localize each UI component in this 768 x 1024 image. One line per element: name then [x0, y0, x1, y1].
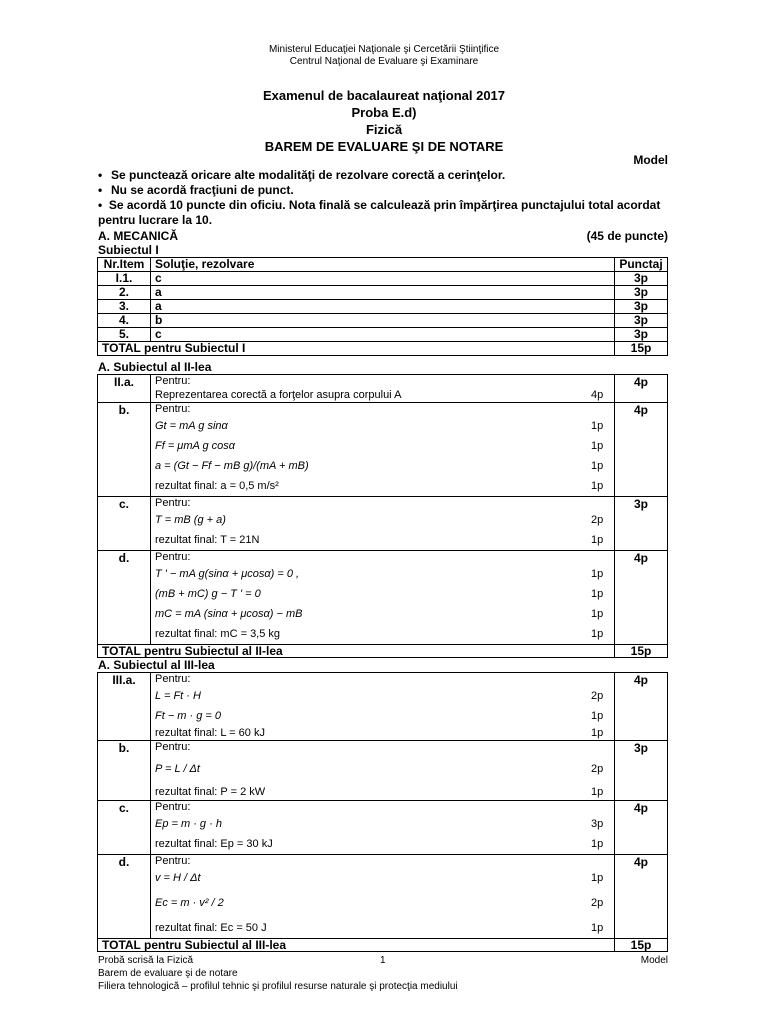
- line-points: 1p: [591, 440, 604, 452]
- subject2-title: A. Subiectul al II-lea: [98, 360, 212, 374]
- line-points: 1p: [591, 480, 604, 492]
- table-row: [98, 673, 668, 741]
- table-row: [98, 286, 668, 300]
- item-solution: [151, 741, 615, 801]
- item-number: III.a.: [98, 673, 151, 741]
- proba-title: Proba E.d): [351, 105, 417, 120]
- item-number: b.: [98, 741, 151, 801]
- item-number: c.: [98, 801, 151, 855]
- item-points: 3p: [615, 286, 668, 300]
- line-points: 1p: [591, 727, 604, 739]
- line-points: 2p: [591, 690, 604, 702]
- item-points: 4p: [615, 551, 668, 645]
- item-points: 3p: [615, 300, 668, 314]
- solution-line: Pentru:: [155, 551, 191, 563]
- line-points: 1p: [591, 608, 604, 620]
- formula: T = mB (g + a): [155, 514, 226, 526]
- total-points: 15p: [615, 342, 668, 356]
- result-line: rezultat final: Ep = 30 kJ: [155, 838, 273, 850]
- item-solution: b: [151, 314, 615, 328]
- line-points: 4p: [591, 389, 604, 401]
- line-points: 1p: [591, 922, 604, 934]
- instructions-list: [98, 168, 668, 228]
- formula: a = (Gt − Ff − mB g)/(mA + mB): [155, 460, 309, 472]
- formula: Ec = m · v² / 2: [155, 897, 224, 909]
- table-row: [98, 801, 668, 855]
- item-solution: [151, 497, 615, 551]
- footer-exam: Probă scrisă la Fizică: [98, 955, 194, 966]
- footer-page-number: 1: [380, 955, 386, 966]
- subject3-title: A. Subiectul al III-lea: [98, 658, 215, 672]
- line-points: 1p: [591, 568, 604, 580]
- total-row: [98, 939, 668, 952]
- exam-title: Examenul de bacalaureat naţional 2017: [262, 88, 506, 103]
- table-row: [98, 403, 668, 497]
- line-points: 1p: [591, 710, 604, 722]
- col-item-header: Nr.Item: [98, 258, 151, 272]
- result-line: rezultat final: Ec = 50 J: [155, 922, 267, 934]
- formula: T ' − mA g(sinα + μcosα) = 0 ,: [155, 568, 300, 580]
- item-points: 4p: [615, 673, 668, 741]
- formula: mC = mA (sinα + μcosα) − mB: [155, 608, 303, 620]
- table-row: [98, 497, 668, 551]
- item-solution: [151, 551, 615, 645]
- item-points: 4p: [615, 375, 668, 403]
- subject3-table: [97, 672, 668, 952]
- line-points: 1p: [591, 534, 604, 546]
- formula: Ff = μmA g cosα: [155, 440, 236, 452]
- ministry-header: Ministerul Educaţiei Naţionale şi Cercetării Ştiinţifice: [268, 44, 500, 55]
- footer-barem: Barem de evaluare şi de notare: [98, 968, 238, 979]
- formula: P = L / Δt: [155, 763, 200, 775]
- item-solution: [151, 403, 615, 497]
- result-line: rezultat final: mC = 3,5 kg: [155, 628, 281, 640]
- line-points: 1p: [591, 460, 604, 472]
- subject2-table: [97, 374, 668, 658]
- result-line: rezultat final: a = 0,5 m/s²: [155, 480, 279, 492]
- item-points: 4p: [615, 801, 668, 855]
- line-points: 1p: [591, 872, 604, 884]
- result-line: rezultat final: T = 21N: [155, 534, 260, 546]
- subject1-table: [97, 257, 668, 356]
- item-solution: c: [151, 328, 615, 342]
- item-number: I.1.: [98, 272, 151, 286]
- line-points: 2p: [591, 514, 604, 526]
- solution-line: Pentru:: [155, 673, 191, 685]
- total-label: TOTAL pentru Subiectul al II-lea: [98, 645, 615, 658]
- formula: (mB + mC) g − T ' = 0: [155, 588, 261, 600]
- item-points: 3p: [615, 272, 668, 286]
- formula: Ft − m · g = 0: [155, 710, 222, 722]
- solution-line: Pentru:: [155, 801, 191, 813]
- line-points: 2p: [591, 763, 604, 775]
- line-points: 1p: [591, 838, 604, 850]
- solution-line: Pentru:: [155, 403, 191, 415]
- section-points: (45 de puncte): [586, 229, 668, 243]
- item-points: 3p: [615, 328, 668, 342]
- table-row: [98, 272, 668, 286]
- table-row: [98, 375, 668, 403]
- item-number: 3.: [98, 300, 151, 314]
- barem-title: BAREM DE EVALUARE ŞI DE NOTARE: [264, 139, 504, 154]
- solution-line: Pentru:: [155, 497, 191, 509]
- line-points: 1p: [591, 588, 604, 600]
- table-row: [98, 741, 668, 801]
- formula: Ep = m · g · h: [155, 818, 222, 830]
- item-points: 3p: [615, 314, 668, 328]
- item-solution: c: [151, 272, 615, 286]
- item-solution: a: [151, 300, 615, 314]
- item-solution: [151, 375, 615, 403]
- section-title: A. MECANICĂ: [98, 229, 178, 243]
- subject1-title: Subiectul I: [98, 243, 159, 257]
- center-header: Centrul Naţional de Evaluare şi Examinare: [289, 56, 479, 67]
- total-label: TOTAL pentru Subiectul I: [98, 342, 615, 356]
- solution-line: Pentru:: [155, 375, 191, 387]
- table-row: [98, 551, 668, 645]
- line-points: 2p: [591, 897, 604, 909]
- formula: Gt = mA g sinα: [155, 420, 228, 432]
- line-points: 1p: [591, 420, 604, 432]
- formula: v = H / Δt: [155, 872, 201, 884]
- item-number: d.: [98, 855, 151, 939]
- total-points: 15p: [615, 939, 668, 952]
- item-number: II.a.: [98, 375, 151, 403]
- item-number: c.: [98, 497, 151, 551]
- total-row: [98, 342, 668, 356]
- footer-model: Model: [640, 955, 668, 966]
- item-solution: [151, 855, 615, 939]
- table-row: [98, 314, 668, 328]
- item-number: 2.: [98, 286, 151, 300]
- total-label: TOTAL pentru Subiectul al III-lea: [98, 939, 615, 952]
- footer-filiera: Filiera tehnologică – profilul tehnic şi profilul resurse naturale şi protecţia mediului: [98, 981, 458, 992]
- instruction-item: • Nu se acordă fracţiuni de punct.: [98, 183, 294, 197]
- instruction-item: • Se acordă 10 puncte din oficiu. Nota finală se calculează prin împărţirea punctajului total acordat pentru lucrare la 10.: [98, 198, 661, 227]
- total-row: [98, 645, 668, 658]
- instruction-item: • Se punctează oricare alte modalităţi de rezolvare corectă a cerinţelor.: [98, 168, 506, 182]
- item-points: 4p: [615, 403, 668, 497]
- table-row: [98, 328, 668, 342]
- result-line: rezultat final: L = 60 kJ: [155, 727, 265, 739]
- table-row: [98, 300, 668, 314]
- item-points: 4p: [615, 855, 668, 939]
- subject-title: Fizică: [365, 122, 403, 137]
- item-points: 3p: [615, 741, 668, 801]
- item-number: d.: [98, 551, 151, 645]
- line-points: 1p: [591, 786, 604, 798]
- result-line: rezultat final: P = 2 kW: [155, 786, 266, 798]
- item-solution: [151, 673, 615, 741]
- total-points: 15p: [615, 645, 668, 658]
- formula: L = Ft · H: [155, 690, 201, 702]
- solution-line: Reprezentarea corectă a forţelor asupra corpului A: [155, 389, 402, 401]
- line-points: 1p: [591, 628, 604, 640]
- col-solution-header: Soluţie, rezolvare: [151, 258, 615, 272]
- solution-line: Pentru:: [155, 741, 191, 753]
- model-label: Model: [633, 153, 668, 167]
- table-row: [98, 855, 668, 939]
- item-solution: a: [151, 286, 615, 300]
- table-header-row: [98, 258, 668, 272]
- col-points-header: Punctaj: [615, 258, 668, 272]
- solution-line: Pentru:: [155, 855, 191, 867]
- item-solution: [151, 801, 615, 855]
- item-points: 3p: [615, 497, 668, 551]
- item-number: 5.: [98, 328, 151, 342]
- item-number: b.: [98, 403, 151, 497]
- line-points: 3p: [591, 818, 604, 830]
- item-number: 4.: [98, 314, 151, 328]
